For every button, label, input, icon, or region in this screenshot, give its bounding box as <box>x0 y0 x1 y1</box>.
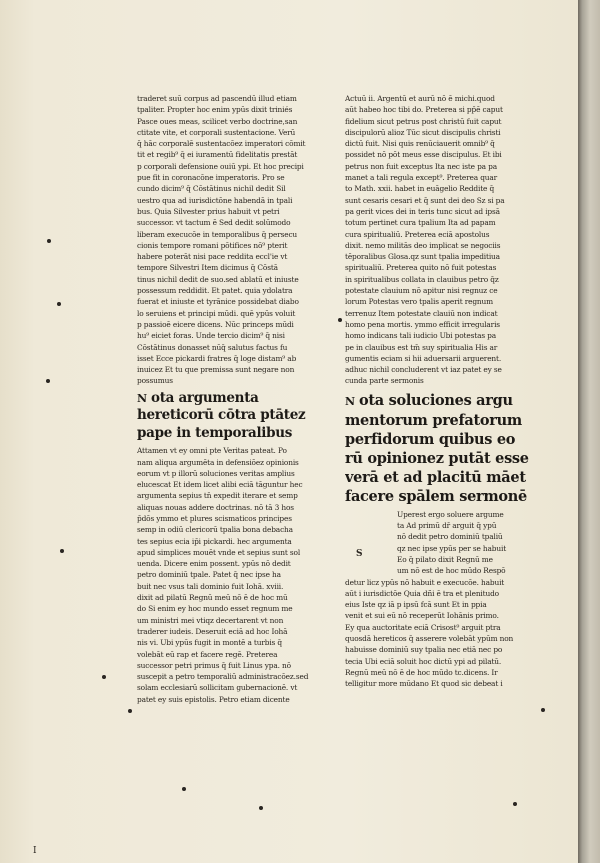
text-line: habere poterāt nisi pace reddita eccl'ie vt <box>137 252 288 262</box>
text-line: solam ecclesiarū sollicitam gubernacionē. vt <box>137 683 298 693</box>
text-line: gumentis eciam si hii aduersarii arguerent. <box>345 353 502 363</box>
text-line: dixit. nemo militās deo implicat se negociis <box>345 240 501 250</box>
text-line: ctitate vite, et corporali sustentacione. Verū <box>137 127 296 137</box>
text-line: sunt cesaris cesari et q̄ sunt dei deo Sz si pa <box>345 195 505 205</box>
text-line: patet ey suis epistolis. Petro etiam dicente <box>137 694 290 704</box>
right-heading-line: facere spālem sermonē <box>345 487 527 505</box>
text-line: totum pertinet cura tpalium Ita ad papam <box>345 218 496 228</box>
text-line: tpaliter. Propter hoc enim ypūs dixit triniés <box>137 105 293 115</box>
text-line: aūt habeo hoc tibi do. Preterea si pp̄ē caput <box>345 105 503 115</box>
left-body-before-heading <box>137 93 329 387</box>
text-line: cundo dicim⁹ q̄ Cōstātinus nichil dedit Sil <box>137 184 286 194</box>
text-line: adhuc nichil concluderent vt iaz patet ey se <box>345 365 502 375</box>
right-heading-line: rū opinionez putāt esse <box>345 449 529 467</box>
text-line: um ministri mei vtiqz decertarent vt non <box>137 615 284 625</box>
right-section-heading <box>345 391 537 506</box>
left-body-after-heading <box>137 445 329 705</box>
text-line: cunda parte sermonis <box>345 376 424 386</box>
right-heading-line: mentorum prefatorum <box>345 411 522 429</box>
text-line: cura spiritualiū. Preterea eciā apostolus <box>345 229 490 239</box>
text-line: manet a tali regula except⁹. Preterea quar <box>345 173 498 183</box>
text-line: Uperest ergo soluere argume <box>397 509 504 519</box>
guide-letter: S <box>356 549 363 559</box>
text-line: aūt i iurisdictōe Quia dñi ē tra et plenitudo <box>345 588 499 598</box>
text-line: lo seruiens et principi mūdi. quē ypūs voluit <box>137 308 296 318</box>
right-heading-line: ota soluciones argu <box>359 391 513 409</box>
ink-speck <box>182 787 186 791</box>
text-line: Actuū ii. Argentū et aurū nō ē michi.quod <box>345 94 495 103</box>
ink-speck <box>47 239 51 243</box>
text-line: uestro qua ad iurisdictōne habendā in tpali <box>137 195 293 205</box>
page-signature-mark: I <box>33 846 37 856</box>
text-line: quosdā hereticos q̄ asserere volebāt ypūm non <box>345 633 514 643</box>
text-line: elucescat Et idem licet alibi eciā tāguntur hec <box>137 480 303 490</box>
text-line: liberam execucōe in temporalibus q̄ persecu <box>137 229 298 239</box>
text-line: tēporalibus Glosa.qz sunt tpalia impeditiua <box>345 252 500 262</box>
right-text-column <box>345 93 537 689</box>
text-line: to Math. xxii. habet in euāgelio Reddite q̄ <box>345 184 495 194</box>
text-line: Cōstātinus donasset nūq̄ salutus factus fu <box>137 342 288 352</box>
text-line: spiritualiū. Preterea quito nō fuit potestas <box>345 263 497 273</box>
text-line: fuerat et iniuste et tyrānice possidebat diabo <box>137 297 299 307</box>
text-line: Ey qua auctoritate eciā Crisost⁹ arguit ptra <box>345 622 501 632</box>
text-line: Pasce oues meas, scilicet verbo doctrine,san <box>137 116 298 126</box>
text-line: habuisse dominiū suy tpalia nec etiā nec po <box>345 645 503 655</box>
text-line: successor. vt tactum ē Sed dedit solūmodo <box>137 218 291 228</box>
text-line: bus. Quia Silvester prius habuit vt petri <box>137 206 280 216</box>
ink-speck <box>513 802 517 806</box>
text-line: tinus nichil dedit de suo.sed ablatū et iniuste <box>137 274 299 284</box>
ink-speck <box>259 806 263 810</box>
text-line: detur licz ypūs nō habuit e execucōe. habuit <box>345 577 505 587</box>
text-line: qz nec ipse ypūs per se habuit <box>397 543 507 553</box>
text-line: telligitur more mūdano Et quod sic debeat i <box>345 679 503 689</box>
text-line: dictū fuit. Nisi quis renūciauerit omnib⁹ q̄ <box>345 139 495 149</box>
left-heading-line: hereticorū cōtra ptātez <box>137 407 306 424</box>
text-line: hu⁹ eiciet foras. Unde tercio dicim⁹ q̄ nisi <box>137 331 285 341</box>
ink-speck <box>128 709 132 713</box>
ink-speck <box>60 549 64 553</box>
text-line: do Si enim ey hoc mundo esset regnum me <box>137 604 293 614</box>
text-line: Regnū meū nō ē de hoc mūdo tc.dicens. Ir <box>345 667 498 677</box>
left-section-heading <box>137 390 329 443</box>
text-line: lorum Potestas vero tpalis aperit regnum <box>345 297 493 307</box>
text-line: pe in clauibus est tm̄ suy spiritualia His ar <box>345 342 498 352</box>
text-line: p passioē eicere dicens. Nūc princeps mūdi <box>137 319 294 329</box>
text-line: discipulorū alioz Tūc sicut discipulis christi <box>345 127 501 137</box>
text-line: successor petri primus q̄ fuit Linus ypa. nō <box>137 660 291 670</box>
page-edge <box>578 0 600 863</box>
text-line: semp in odiū clericorū tpalia bona debacha <box>137 525 293 535</box>
text-line: pa gerit vices dei in teris tunc sicut ad ipsā <box>345 206 500 216</box>
text-line: dixit ad pilatū Regnū meū nō ē de hoc mū <box>137 593 288 603</box>
right-heading-line: perfidorum quibus eo <box>345 430 516 448</box>
right-body-before-heading <box>345 93 537 387</box>
text-line: homo indicans tali iudicio Ubi potestas pa <box>345 331 497 341</box>
text-line: venit et sui eū nō receperūt Iohānis primo. <box>345 611 499 621</box>
text-line: possidet nō pōt meus esse discipulus. Et ibi <box>345 150 502 160</box>
text-line: ta Ad primū dr̄ arguit q̄ ypū <box>397 521 497 531</box>
ink-speck <box>102 675 106 679</box>
text-line: tecia Ubi eciā soluit hoc dictū ypi ad pilatū. <box>345 656 502 666</box>
text-line: terrenuz Item potestate clauiū non indicat <box>345 308 498 318</box>
text-line: suscepit a petro temporaliū administracōez.sed <box>137 672 309 682</box>
ink-speck <box>57 302 61 306</box>
text-line: nam aliqua argumēta in defensiōez opinionis <box>137 457 299 467</box>
left-heading-line: pape in temporalibus <box>137 424 293 441</box>
text-line: tit et regib⁹ q̄ ei iuramentū fidelitatis prestāt <box>137 150 298 160</box>
text-line: nis vi. Ubi ypūs fugit in montē a turbis q̄ <box>137 638 282 648</box>
text-line: inuicez Et tu que premissa sunt negare non <box>137 365 295 375</box>
text-line: traderer iudeis. Deseruit eciā ad hoc Iohā <box>137 626 288 636</box>
left-heading-line: ota argumenta <box>151 389 259 406</box>
right-heading-initial: N <box>345 394 355 408</box>
ink-speck <box>541 708 545 712</box>
text-line: argumenta sepius tn̄ expedit iterare et semp <box>137 491 298 501</box>
text-line: traderet suū corpus ad pascendū illud etiam <box>137 94 297 103</box>
ink-speck <box>338 318 342 322</box>
text-line: p corporali defensione ouiū ypi. Et hoc precipi <box>137 161 304 171</box>
text-line: homo pena mortis. ymmo efficit irregularis <box>345 319 500 329</box>
text-line: eorum vt p illorū soluciones veritas amplius <box>137 468 295 478</box>
text-line: petrus non fuit exceptus Ita nec iste pa pa <box>345 161 497 171</box>
text-line: petro dominiū tpale. Patet q̄ nec ipse ha <box>137 570 281 580</box>
text-line: potestate clauium nō apitur nisi regnuz ce <box>345 286 498 296</box>
text-line: buit nec vsus tali dominio fuit Iohā. xviii. <box>137 581 284 591</box>
ink-speck <box>46 379 50 383</box>
text-line: tes sepius ecia ip̄i pickardi. hec argumenta <box>137 536 292 546</box>
text-line: volebāt eū rap et facere regē. Preterea <box>137 649 278 659</box>
text-line: possumus <box>137 376 173 386</box>
text-line: possessum reddidit. Et patet. quia ydolatra <box>137 286 293 296</box>
text-line: nō dedit petro dominiū tpaliū <box>397 532 503 542</box>
text-line: Attamen vt ey omni pte Veritas pateat. Po <box>137 446 287 456</box>
text-line: isset Ecce pickardi fratres q̄ loge distam⁹ ab <box>137 353 297 363</box>
right-body-after-block <box>345 577 537 690</box>
text-line: q̄ hāc corporalē sustentacōez imperatori cōmit <box>137 139 306 149</box>
text-line: Eo q̄ pilato dixit Regnū me <box>397 554 493 564</box>
left-heading-initial: N <box>137 391 147 405</box>
text-line: uenda. Dicere enim possent. ypūs nō dedit <box>137 559 291 569</box>
text-line: apud simplices mouēt vnde et sepius sunt sol <box>137 547 301 557</box>
text-line: p̄dōs ymmo et plures scismaticos principes <box>137 514 292 523</box>
text-line: fidelium sicut petrus post christū fuit caput <box>345 116 502 126</box>
right-heading-line: verā et ad placitū māet <box>345 468 526 486</box>
text-line: cionis tempore romani pōtifices nō⁹ pterit <box>137 240 288 250</box>
text-line: tempore Silvestri Item dicimus q̄ Cōstā <box>137 263 278 273</box>
text-line: pue fit in coronacōne imperatoris. Pro se <box>137 173 285 183</box>
text-line: aliquas nouas addere doctrinas. nō tā 3 hos <box>137 502 294 512</box>
text-line: eius Iste qz iā p ipsū fcā sunt Et in ppia <box>345 600 487 610</box>
right-indented-block <box>345 509 537 577</box>
text-line: um nō est de hoc mūdo Respō <box>397 566 506 576</box>
left-text-column <box>137 93 329 705</box>
text-line: in spiritualibus collata in clauibus petro q̄z <box>345 274 499 284</box>
